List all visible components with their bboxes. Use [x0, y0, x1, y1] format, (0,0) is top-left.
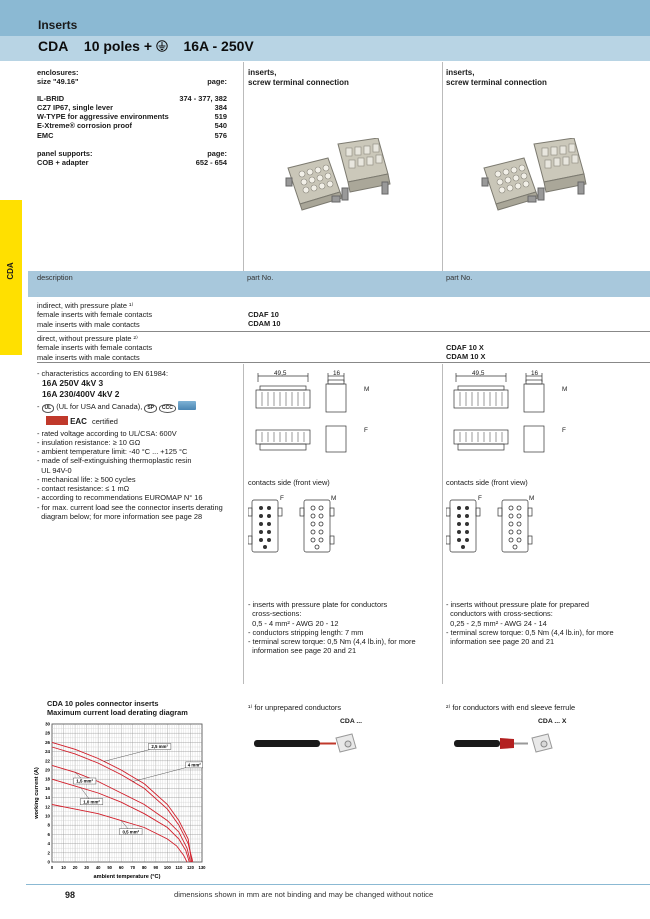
direct-part-numbers — [446, 343, 485, 362]
derating-chart — [30, 718, 220, 884]
spec-item: - rated voltage according to UL/CSA: 600V — [37, 428, 177, 438]
spec-item: - insulation resistance: ≥ 10 GΩ — [37, 437, 141, 447]
spec-items — [37, 429, 237, 522]
cda-label: CDA ... — [340, 718, 363, 725]
x-tick-label: 50 — [107, 865, 113, 870]
indirect-title: indirect, with pressure plate ¹⁾ — [37, 301, 134, 310]
x-tick-label: 100 — [163, 865, 171, 870]
note-line: information see page 20 and 21 — [248, 646, 357, 656]
part-number-cdam10: CDAM 10 — [248, 319, 281, 329]
enclosures-size-row — [37, 77, 227, 86]
chart-title-block — [47, 699, 188, 718]
enclosure-row — [37, 103, 227, 112]
row-divider — [37, 362, 650, 363]
x-tick-label: 0 — [50, 865, 54, 870]
female-insert-photo — [482, 158, 538, 210]
enclosure-page: 374 - 377, 382 — [179, 93, 227, 103]
column-divider — [442, 364, 443, 684]
specifications — [37, 369, 237, 521]
part-number-cdaf10: CDAF 10 — [248, 310, 279, 319]
x-axis-label: ambient temperature (°C) — [93, 874, 161, 880]
eac-row — [46, 416, 237, 427]
note-line: - inserts with pressure plate for conductors — [248, 600, 388, 609]
contacts-side-2: contacts side (front view) — [446, 478, 528, 487]
enclosure-name: CZ7 IP67, single lever — [37, 102, 113, 112]
enclosure-name: W-TYPE for aggressive environments — [37, 112, 169, 121]
column-heading-2 — [446, 68, 547, 88]
panel-heading-row — [37, 149, 227, 158]
footer-note: dimensions shown in mm are not binding and may be changed without notice — [174, 890, 434, 899]
note-line: - conductors stripping length: 7 mm — [248, 627, 364, 637]
col1-line1: inserts, — [248, 68, 277, 77]
y-tick-label: 30 — [45, 721, 50, 727]
series-annotation: 4 mm² — [187, 762, 201, 768]
x-tick-label: 10 — [61, 865, 66, 870]
col2-line2: screw terminal connection — [446, 78, 547, 87]
page-label: page: — [207, 77, 227, 87]
earth-icon — [156, 39, 168, 57]
title-prefix: CDA — [38, 38, 69, 54]
panel-support-page: 652 - 654 — [195, 158, 227, 167]
direct-row — [37, 334, 152, 362]
csa-logo-icon: SP — [144, 404, 157, 412]
indirect-row — [37, 301, 152, 329]
column-divider — [243, 62, 244, 271]
cdax-label: CDA ... X — [538, 718, 567, 725]
enclosure-row — [37, 121, 227, 130]
title-rating: 16A - 250V — [183, 38, 254, 54]
y-tick-label: 20 — [45, 767, 50, 773]
part-number-cdam10x: CDAM 10 X — [446, 352, 486, 362]
x-tick-label: 40 — [95, 865, 101, 870]
series-annotation: 0,5 mm² — [122, 829, 140, 835]
dnv-logo-icon — [178, 401, 196, 410]
male-insert-photo — [338, 138, 390, 200]
row-divider — [37, 331, 650, 332]
page-number: 98 — [65, 890, 76, 900]
note-line: cross-sections: — [248, 609, 302, 619]
ccc-logo-icon: CCC — [159, 404, 176, 412]
dimension-drawing-1 — [248, 370, 438, 460]
series-annotation: 2,5 mm² — [151, 744, 168, 750]
y-tick-label: 28 — [45, 730, 50, 736]
title-poles: 10 poles + — [83, 38, 152, 54]
enclosure-row — [37, 112, 227, 121]
product-image-2 — [478, 138, 588, 220]
series-annotation: 1,0 mm² — [83, 799, 100, 805]
part-no-header-1: part No. — [247, 273, 274, 282]
x-tick-label: 110 — [175, 865, 183, 870]
x-tick-label: 120 — [186, 865, 194, 870]
eac-logo-icon: EAC — [70, 416, 87, 426]
certified-text: certified — [92, 416, 118, 426]
enclosure-page: 540 — [214, 121, 227, 131]
header-band — [0, 0, 650, 40]
spec-item: diagram below; for more information see page 28 — [37, 511, 203, 521]
column-heading-1 — [248, 68, 349, 88]
spec-item: - contact resistance: ≤ 1 mΩ — [37, 484, 130, 493]
panel-support-row — [37, 158, 227, 167]
label-m-2: M — [562, 386, 568, 393]
label-m-1: M — [364, 386, 370, 393]
page-title — [38, 38, 254, 57]
y-tick-label: 22 — [45, 758, 50, 764]
chart-title: CDA 10 poles connector inserts — [47, 699, 159, 708]
direct-title: direct, without pressure plate ²⁾ — [37, 334, 138, 343]
ul-text: (UL for USA and Canada), — [56, 402, 143, 412]
spec-rating-2: 16A 230/400V 4kV 2 — [42, 388, 120, 399]
enclosures-size: size "49.16" — [37, 77, 79, 87]
product-image-1 — [282, 138, 392, 220]
spec-item: - made of self-extinguishing thermoplastic resin — [37, 456, 192, 466]
y-tick-label: 12 — [45, 804, 50, 810]
enclosure-name: EMC — [37, 130, 54, 140]
spec-item: - for max. current load see the connector inserts derating — [37, 502, 223, 512]
enclosure-row — [37, 94, 227, 103]
x-tick-label: 90 — [153, 865, 159, 870]
panel-page-label: page: — [207, 148, 227, 158]
ul-logo-icon: UL — [42, 404, 55, 412]
column-divider — [442, 62, 443, 271]
footnote-1: ¹⁾ for unprepared conductors — [248, 703, 342, 712]
note-line: 0,25 - 2,5 mm² - AWG 24 - 14 — [446, 618, 547, 628]
x-tick-label: 70 — [130, 865, 136, 870]
y-tick-label: 0 — [47, 859, 50, 865]
y-tick-label: 14 — [45, 795, 50, 801]
y-tick-label: 18 — [45, 776, 50, 782]
y-tick-label: 26 — [45, 739, 50, 745]
enclosures-heading: enclosures: — [37, 68, 79, 77]
y-tick-label: 6 — [47, 831, 50, 837]
y-tick-label: 10 — [45, 813, 50, 819]
part-no-header-2: part No. — [446, 273, 473, 282]
side-tab-label: CDA — [6, 262, 15, 280]
y-tick-label: 2 — [47, 850, 50, 856]
note-line: information see page 20 and 21 — [446, 637, 555, 646]
note-line: - terminal screw torque: 0,5 Nm (4,4 lb.in), for more — [446, 627, 614, 637]
spec-rating-1: 16A 250V 4kV 3 — [42, 378, 104, 389]
front-f-label-1: F — [280, 495, 284, 502]
series-annotation: 1,5 mm² — [76, 778, 93, 784]
label-f-1: F — [364, 427, 368, 434]
footnote-2: ²⁾ for conductors with end sleeve ferrule — [446, 703, 576, 712]
indirect-male-desc: male inserts with male contacts — [37, 319, 140, 329]
panel-items — [37, 158, 227, 167]
indirect-part-numbers — [248, 310, 280, 329]
spec-item: - according to recommendations EUROMAP N° 16 — [37, 493, 203, 503]
y-tick-label: 24 — [45, 749, 50, 755]
conductor-ferrule-image — [452, 728, 572, 758]
x-tick-label: 30 — [84, 865, 89, 870]
front-view-2 — [446, 494, 546, 556]
dim-depth-1: 16 — [333, 370, 341, 377]
spec-item: - mechanical life: ≥ 500 cycles — [37, 474, 136, 484]
x-tick-label: 80 — [141, 865, 147, 870]
contacts-side-1: contacts side (front view) — [248, 478, 330, 487]
dim-width-2: 49,5 — [472, 370, 485, 377]
note-line: - inserts without pressure plate for prepared — [446, 600, 589, 609]
x-tick-label: 20 — [72, 865, 78, 870]
enclosure-list — [37, 68, 227, 167]
panel-heading: panel supports: — [37, 148, 93, 158]
column-divider — [243, 364, 244, 684]
col1-line2: screw terminal connection — [248, 78, 349, 87]
x-tick-label: 130 — [198, 865, 206, 870]
female-insert-photo — [286, 158, 342, 210]
front-f-label-2: F — [478, 495, 482, 502]
dimension-drawing-2 — [446, 370, 636, 460]
enclosure-name: E-Xtreme® corrosion proof — [37, 121, 132, 131]
ul-row: - UL (UL for USA and Canada), SP CCC — [37, 401, 237, 412]
label-f-2: F — [562, 427, 566, 434]
front-view-1 — [248, 494, 348, 556]
conductor-unprepared-image — [252, 728, 372, 758]
notes-column-1 — [248, 600, 440, 656]
notes-column-2 — [446, 600, 646, 646]
dim-width-1: 49,5 — [274, 370, 287, 377]
table-header — [28, 271, 650, 297]
note-line: 0,5 - 4 mm² - AWG 20 - 12 — [248, 618, 339, 628]
enclosure-page: 519 — [214, 112, 227, 121]
section-title: Inserts — [38, 18, 78, 32]
eurasian-register-icon — [46, 416, 68, 425]
enclosure-page: 576 — [214, 130, 227, 140]
male-insert-photo — [534, 138, 586, 200]
direct-female-desc: female inserts with female contacts — [37, 343, 153, 353]
indirect-female-desc: female inserts with female contacts — [37, 310, 153, 320]
direct-male-desc: male inserts with male contacts — [37, 352, 140, 362]
dim-depth-2: 16 — [531, 370, 539, 377]
enclosure-name: IL-BRID — [37, 93, 65, 103]
x-tick-label: 60 — [118, 865, 124, 870]
part-number-cdaf10x: CDAF 10 X — [446, 343, 484, 352]
y-tick-label: 4 — [47, 841, 50, 847]
spec-item: UL 94V-0 — [37, 465, 72, 475]
enclosure-page: 384 — [214, 102, 227, 112]
enclosure-items — [37, 94, 227, 140]
enclosure-row — [37, 131, 227, 140]
note-line: - terminal screw torque: 0,5 Nm (4,4 lb.in), for more — [248, 637, 416, 646]
y-axis-label: working current (A) — [34, 767, 40, 819]
y-tick-label: 8 — [47, 822, 50, 828]
front-m-label-1: M — [331, 495, 337, 502]
front-m-label-2: M — [529, 495, 535, 502]
chart-subtitle: Maximum current load derating diagram — [47, 708, 188, 718]
description-header: description — [37, 273, 73, 282]
spec-item: - ambient temperature limit: -40 °C ... +125 °C — [37, 447, 188, 456]
spec-intro: - characteristics according to EN 61984: — [37, 369, 169, 378]
footer-rule — [26, 884, 650, 885]
y-tick-label: 16 — [45, 785, 50, 791]
col2-line1: inserts, — [446, 68, 475, 77]
panel-support-name: COB + adapter — [37, 158, 89, 167]
note-line: conductors with cross-sections: — [446, 609, 553, 619]
